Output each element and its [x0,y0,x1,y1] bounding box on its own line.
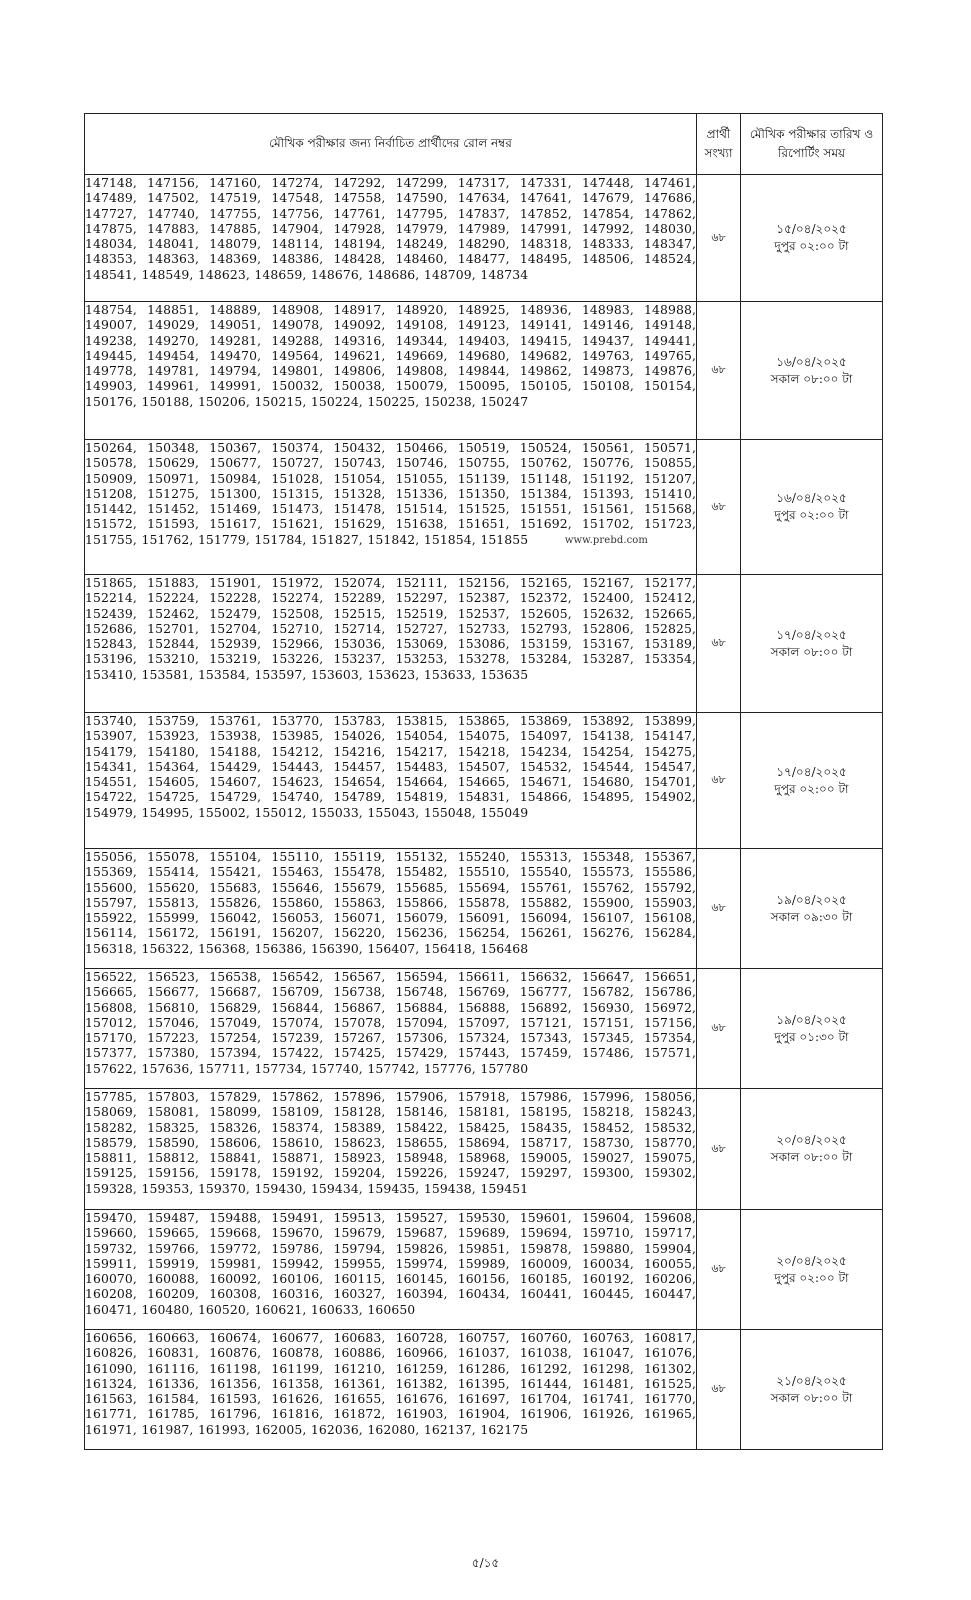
reporting-time: সকাল ০৯:৩০ টা [770,909,853,924]
candidate-count-cell: ৬৮ [697,440,741,575]
table-row [85,575,883,713]
reporting-time: দুপুর ০২:০০ টা [774,508,849,522]
viva-date: ১৯/০৪/২০২৫ [776,892,847,907]
candidate-count-cell: ৬৮ [697,175,741,302]
date-time-cell [741,1089,883,1210]
table-row [85,1210,883,1330]
date-time-cell [741,175,883,302]
table-row [85,969,883,1089]
candidate-count-cell: ৬৮ [697,969,741,1089]
viva-date: ১৬/০৪/২০২৫ [776,354,847,369]
header-roll-numbers: মৌখিক পরীক্ষার জন্য নির্বাচিত প্রার্থীদের রোল নম্বর [85,114,697,175]
reporting-time: সকাল ০৮:০০ টা [770,371,853,386]
viva-date: ১৭/০৪/২০২৫ [776,764,847,779]
table-row [85,302,883,440]
candidate-count-cell: ৬৮ [697,302,741,440]
date-time-cell [741,969,883,1089]
viva-date: ১৫/০৪/২০২৫ [776,222,847,236]
roll-numbers-cell [85,440,697,575]
roll-numbers-cell: 156522, 156523, 156538, 156542, 156567, 156594, 156611, 156632, 156647, 156651, 156665, 156677, 156687, 156709, 156738, 156748, 156769, 156777, 156782, 156786, 156808, 156810, 156829, 156844, 156867, 156884, 156888, 156892, 156930, 156972, 157012, 157046, 157049, 157074, 157078, 157094, 157097, 157121, 157151, 157156, 157170, 157223, 157254, 157239, 157267, 157306, 157324, 157343, 157345, 157354, 157377, 157380, 157394, 157422, 157425, 157429, 157443, 157459, 157486, 157571, 157622, 157636, 157711, 157734, 157740, 157742, 157776, 157780 [85,969,697,1089]
reporting-time: সকাল ০৮:০০ টা [770,644,853,659]
roll-numbers-cell: 160656, 160663, 160674, 160677, 160683, 160728, 160757, 160760, 160763, 160817, 160826, 160831, 160876, 160878, 160886, 160966, 161037, 161038, 161047, 161076, 161090, 161116, 161198, 161199, 161210, 161259, 161286, 161292, 161298, 161302, 161324, 161336, 161356, 161358, 161361, 161382, 161395, 161444, 161481, 161525, 161563, 161584, 161593, 161626, 161655, 161676, 161697, 161704, 161741, 161770, 161771, 161785, 161796, 161816, 161872, 161903, 161904, 161906, 161926, 161965, 161971, 161987, 161993, 162005, 162036, 162080, 162137, 162175 [85,1330,697,1450]
viva-date: ১৯/০৪/২০২৫ [776,1012,847,1027]
candidate-count-cell: ৬৮ [697,1210,741,1330]
candidate-count-cell: ৬৮ [697,1089,741,1210]
viva-schedule-table [84,113,883,1450]
reporting-time: দুপুর ০২:০০ টা [774,781,849,796]
reporting-time: দুপুর ০২:০০ টা [774,1270,849,1285]
viva-date: ১৭/০৪/২০২৫ [776,627,847,642]
table-row [85,175,883,302]
roll-numbers-cell: 159470, 159487, 159488, 159491, 159513, 159527, 159530, 159601, 159604, 159608, 159660, 159665, 159668, 159670, 159679, 159687, 159689, 159694, 159710, 159717, 159732, 159766, 159772, 159786, 159794, 159826, 159851, 159878, 159880, 159904, 159911, 159919, 159981, 159942, 159955, 159974, 159989, 160009, 160034, 160055, 160070, 160088, 160092, 160106, 160115, 160145, 160156, 160185, 160192, 160206, 160208, 160209, 160308, 160316, 160327, 160394, 160434, 160441, 160445, 160447, 160471, 160480, 160520, 160621, 160633, 160650 [85,1210,697,1330]
viva-date: ১৬/০৪/২০২৫ [776,491,847,505]
viva-date: ২০/০৪/২০২৫ [776,1253,847,1268]
table-row [85,849,883,969]
reporting-time: দুপুর ০১:৩০ টা [774,1029,849,1044]
roll-numbers-cell: 147148, 147156, 147160, 147274, 147292, 147299, 147317, 147331, 147448, 147461, 147489, 147502, 147519, 147548, 147558, 147590, 147634, 147641, 147679, 147686, 147727, 147740, 147755, 147756, 147761, 147795, 147837, 147852, 147854, 147862, 147875, 147883, 147885, 147904, 147928, 147979, 147989, 147991, 147992, 148030, 148034, 148041, 148079, 148114, 148194, 148249, 148290, 148318, 148333, 148347, 148353, 148363, 148369, 148386, 148428, 148460, 148477, 148495, 148506, 148524, 148541, 148549, 148623, 148659, 148676, 148686, 148709, 148734 [85,175,697,302]
candidate-count-cell: ৬৮ [697,713,741,849]
roll-numbers-cell: 157785, 157803, 157829, 157862, 157896, 157906, 157918, 157986, 157996, 158056, 158069, 158081, 158099, 158109, 158128, 158146, 158181, 158195, 158218, 158243, 158282, 158325, 158326, 158374, 158389, 158422, 158425, 158435, 158452, 158532, 158579, 158590, 158606, 158610, 158623, 158655, 158694, 158717, 158730, 158770, 158811, 158812, 158841, 158871, 158923, 158948, 158968, 159005, 159027, 159075, 159125, 159156, 159178, 159192, 159204, 159226, 159247, 159297, 159300, 159302, 159328, 159353, 159370, 159430, 159434, 159435, 159438, 159451 [85,1089,697,1210]
date-time-cell [741,713,883,849]
roll-numbers-text: 150264, 150348, 150367, 150374, 150432, 150466, 150519, 150524, 150561, 150571, 150578, 150629, 150677, 150727, 150743, 150746, 150755, 150762, 150776, 150855, 150909, 150971, 150984, 151028, 151054, 151055, 151139, 151148, 151192, 151207, 151208, 151275, 151300, 151315, 151328, 151336, 151350, 151384, 151393, 151410, 151442, 151452, 151469, 151473, 151478, 151514, 151525, 151551, 151561, 151568, 151572, 151593, 151617, 151621, 151629, 151638, 151651, 151692, 151702, 151723, 151755, 151762, 151779, 151784, 151827, 151842, 151854, 151855 [85,440,696,547]
date-time-cell [741,302,883,440]
roll-numbers-cell: 151865, 151883, 151901, 151972, 152074, 152111, 152156, 152165, 152167, 152177, 152214, 152224, 152228, 152274, 152289, 152297, 152387, 152372, 152400, 152412, 152439, 152462, 152479, 152508, 152515, 152519, 152537, 152605, 152632, 152665, 152686, 152701, 152704, 152710, 152714, 152727, 152733, 152793, 152806, 152825, 152843, 152844, 152939, 152966, 153036, 153069, 153086, 153159, 153167, 153189, 153196, 153210, 153219, 153226, 153237, 153253, 153278, 153284, 153287, 153354, 153410, 153581, 153584, 153597, 153603, 153623, 153633, 153635 [85,575,697,713]
date-time-cell [741,575,883,713]
roll-numbers-cell: 153740, 153759, 153761, 153770, 153783, 153815, 153865, 153869, 153892, 153899, 153907, 153923, 153938, 153985, 154026, 154054, 154075, 154097, 154138, 154147, 154179, 154180, 154188, 154212, 154216, 154217, 154218, 154234, 154254, 154275, 154341, 154364, 154429, 154443, 154457, 154483, 154507, 154532, 154544, 154547, 154551, 154605, 154607, 154623, 154654, 154664, 154665, 154671, 154680, 154701, 154722, 154725, 154729, 154740, 154789, 154819, 154831, 154866, 154895, 154902, 154979, 154995, 155002, 155012, 155033, 155043, 155048, 155049 [85,713,697,849]
table-row [85,1330,883,1450]
date-time-cell [741,440,883,575]
viva-date: ২০/০৪/২০২৫ [776,1133,847,1147]
viva-date: ২১/০৪/২০২৫ [776,1373,847,1388]
date-time-cell [741,849,883,969]
reporting-time: দুপুর ০২:০০ টা [774,239,849,253]
date-time-cell [741,1210,883,1330]
watermark-text: www.prebd.com [564,535,648,547]
header-candidate-count: প্রার্থী সংখ্যা [697,114,741,175]
table-row [85,1089,883,1210]
table-header-row [85,114,883,175]
candidate-count-cell: ৬৮ [697,575,741,713]
roll-numbers-cell: 148754, 148851, 148889, 148908, 148917, 148920, 148925, 148936, 148983, 148988, 149007, 149029, 149051, 149078, 149092, 149108, 149123, 149141, 149146, 149148, 149238, 149270, 149281, 149288, 149316, 149344, 149403, 149415, 149437, 149441, 149445, 149454, 149470, 149564, 149621, 149669, 149680, 149682, 149763, 149765, 149778, 149781, 149794, 149801, 149806, 149808, 149844, 149862, 149873, 149876, 149903, 149961, 149991, 150032, 150038, 150079, 150095, 150105, 150108, 150154, 150176, 150188, 150206, 150215, 150224, 150225, 150238, 150247 [85,302,697,440]
candidate-count-cell: ৬৮ [697,1330,741,1450]
reporting-time: সকাল ০৮:০০ টা [770,1390,853,1405]
date-time-cell [741,1330,883,1450]
page-number: ৫/১৫ [471,1556,500,1570]
table-row [85,440,883,575]
table-row [85,713,883,849]
roll-numbers-cell: 155056, 155078, 155104, 155110, 155119, 155132, 155240, 155313, 155348, 155367, 155369, 155414, 155421, 155463, 155478, 155482, 155510, 155540, 155573, 155586, 155600, 155620, 155683, 155646, 155679, 155685, 155694, 155761, 155762, 155792, 155797, 155813, 155826, 155860, 155863, 155866, 155878, 155882, 155900, 155903, 155922, 155999, 156042, 156053, 156071, 156079, 156091, 156094, 156107, 156108, 156114, 156172, 156191, 156207, 156220, 156236, 156254, 156261, 156276, 156284, 156318, 156322, 156368, 156386, 156390, 156407, 156418, 156468 [85,849,697,969]
reporting-time: সকাল ০৮:০০ টা [770,1150,853,1164]
candidate-count-cell: ৬৮ [697,849,741,969]
header-date-time: মৌখিক পরীক্ষার তারিখ ও রিপোর্টিং সময় [741,114,883,175]
